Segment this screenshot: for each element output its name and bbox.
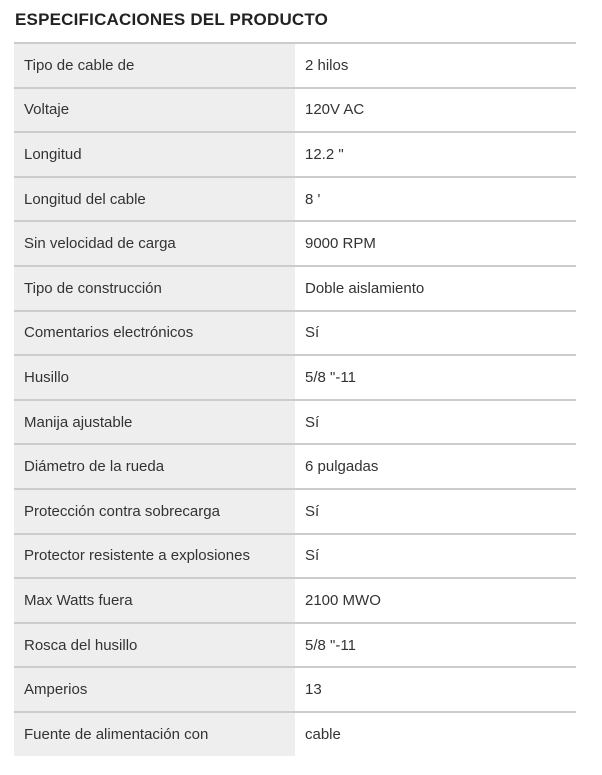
spec-value: 2100 MWO — [295, 578, 576, 623]
spec-value: Sí — [295, 311, 576, 356]
spec-label: Max Watts fuera — [14, 578, 295, 623]
spec-label: Fuente de alimentación con — [14, 712, 295, 756]
spec-value: 2 hilos — [295, 43, 576, 88]
table-row — [14, 667, 576, 712]
table-row — [14, 43, 576, 88]
spec-value: cable — [295, 712, 576, 756]
table-row — [14, 311, 576, 356]
spec-label: Tipo de construcción — [14, 266, 295, 311]
table-row — [14, 177, 576, 222]
table-row — [14, 578, 576, 623]
spec-value: Doble aislamiento — [295, 266, 576, 311]
spec-value: 6 pulgadas — [295, 444, 576, 489]
spec-label: Longitud del cable — [14, 177, 295, 222]
spec-label: Diámetro de la rueda — [14, 444, 295, 489]
spec-value: 12.2 " — [295, 132, 576, 177]
spec-value: Sí — [295, 534, 576, 579]
spec-label: Protección contra sobrecarga — [14, 489, 295, 534]
spec-value: Sí — [295, 400, 576, 445]
product-specifications-table — [14, 42, 576, 756]
spec-label: Rosca del husillo — [14, 623, 295, 668]
spec-label: Longitud — [14, 132, 295, 177]
table-row — [14, 132, 576, 177]
spec-value: 13 — [295, 667, 576, 712]
spec-table-body — [14, 43, 576, 756]
spec-label: Amperios — [14, 667, 295, 712]
spec-value: 9000 RPM — [295, 221, 576, 266]
spec-value: 5/8 "-11 — [295, 355, 576, 400]
table-row — [14, 355, 576, 400]
spec-label: Voltaje — [14, 88, 295, 133]
table-row — [14, 623, 576, 668]
table-row — [14, 266, 576, 311]
table-row — [14, 444, 576, 489]
spec-label: Protector resistente a explosiones — [14, 534, 295, 579]
spec-label: Husillo — [14, 355, 295, 400]
spec-value: 120V AC — [295, 88, 576, 133]
spec-label: Manija ajustable — [14, 400, 295, 445]
table-row — [14, 489, 576, 534]
spec-value: 5/8 "-11 — [295, 623, 576, 668]
table-row — [14, 88, 576, 133]
table-row — [14, 221, 576, 266]
table-row — [14, 534, 576, 579]
table-row — [14, 400, 576, 445]
table-row — [14, 712, 576, 756]
spec-value: Sí — [295, 489, 576, 534]
page-title: ESPECIFICACIONES DEL PRODUCTO — [15, 10, 329, 29]
spec-label: Tipo de cable de — [14, 43, 295, 88]
spec-value: 8 ' — [295, 177, 576, 222]
spec-label: Sin velocidad de carga — [14, 221, 295, 266]
spec-label: Comentarios electrónicos — [14, 311, 295, 356]
